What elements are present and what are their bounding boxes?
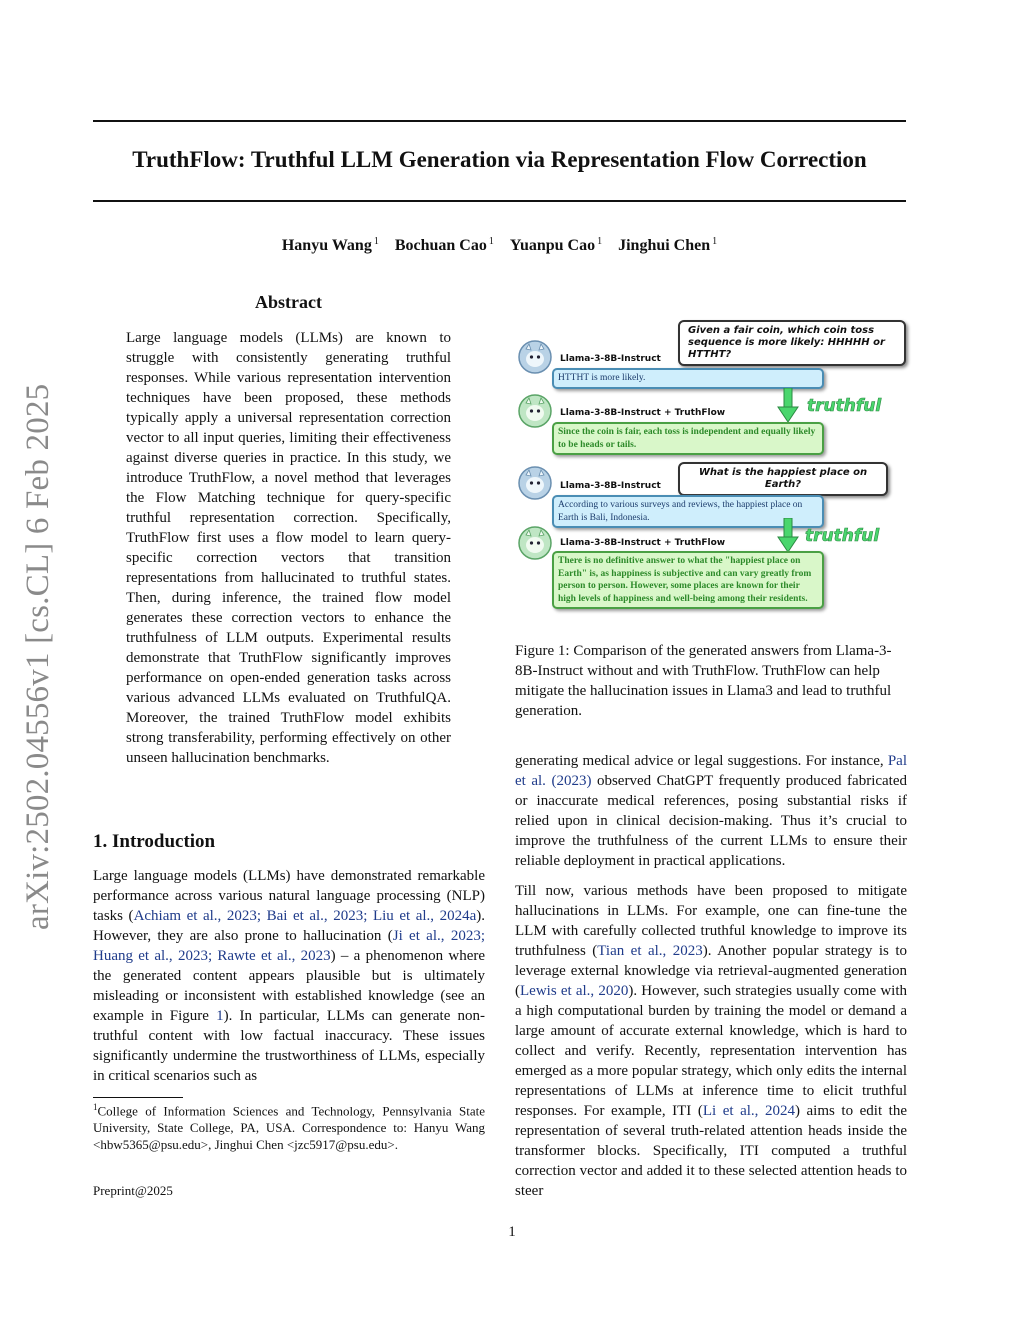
citation-link[interactable]: Li et al., 2024 — [702, 1103, 795, 1119]
top-rule — [93, 120, 906, 122]
citation-link[interactable]: Ji et al., 2023; Huang et al., 2023; Rawte et al., 2023 — [93, 928, 485, 964]
citation-link[interactable]: Lewis et al., 2020 — [520, 983, 629, 999]
llama-truthflow-avatar-icon — [518, 526, 552, 560]
question-bubble-2: What is the happiest place on Earth? — [678, 462, 888, 496]
title-rule — [93, 200, 906, 202]
figure-caption: Figure 1: Comparison of the generated answers from Llama-3-8B-Instruct without and with TruthFlow. TruthFlow can help mitigate the hallucination issues in Llama3 and lead to truthful generation. — [515, 643, 892, 719]
page-number: 1 — [508, 1224, 516, 1240]
citation-link[interactable]: Pal et al. (2023) — [515, 753, 907, 789]
down-arrow-icon — [777, 388, 799, 424]
citation-link[interactable]: Achiam et al., 2023; Bai et al., 2023; Liu et al., 2024a — [133, 908, 477, 924]
answer-box-hallucinated: HTTHT is more likely. — [552, 368, 824, 389]
author: Hanyu Wang $^1$ — [281, 236, 379, 254]
author: Jinghui Chen $^1$ — [618, 236, 718, 254]
model-label: Llama-3-8B-Instruct + TruthFlow — [560, 538, 726, 548]
truthful-label: truthful — [805, 526, 880, 546]
author-list — [93, 236, 906, 255]
preprint-label: Preprint@2025 — [93, 1183, 173, 1198]
model-label: Llama-3-8B-Instruct + TruthFlow — [560, 408, 726, 418]
llama-avatar-icon — [518, 340, 552, 374]
footnote-rule — [93, 1097, 183, 1098]
citation-link[interactable]: Tian et al., 2023 — [597, 943, 703, 959]
section-heading: 1. Introduction — [93, 831, 216, 852]
model-label: Llama-3-8B-Instruct — [560, 481, 661, 491]
llama-truthflow-avatar-icon — [518, 394, 552, 428]
abstract-text: Large language models (LLMs) are known to struggle with consistently generating truthful responses. While various representation intervention techniques have been proposed, these methods typically apply a universal representation correction vector to all input queries, limiting their effectiveness against diverse queries in practice. In this study, we introduce TruthFlow, a novel method that leverages the Flow Matching technique for query-specific truthful representation correction. Specifically, TruthFlow first uses a flow model to learn query-specific correction vectors that transition representations from hallucinated to truthful states. Then, during inference, the trained flow model generates these correction vectors to enhance the truthfulness of LLM outputs. Experimental results demonstrate that TruthFlow significantly improves performance on open-ended generation tasks across various advanced LLMs evaluated on TruthfulQA. Moreover, the trained TruthFlow model exhibits strong transferability, performing effectively on other unseen hallucination benchmarks. — [126, 330, 451, 766]
intro-paragraph-1: Large language models (LLMs) have demonstrated remarkable performance across various natural language processing (NLP) tasks (Achiam et al., 2023; Bai et al., 2023; Liu et al., 2024a). However, they are also prone to hallucination (Ji et al., 2023; Huang et al., 2023; Rawte et al., 2023) – a phenomenon where the generated content appears plausible but is ultimately misleading or inconsistent with established knowledge (see an example in Figure 1). In particular, LLMs can generate non-truthful content with low factual inaccuracy. These issues significantly undermine the trustworthiness of LLMs, especially in critical scenarios such as — [93, 868, 486, 1084]
question-bubble-1: Given a fair coin, which coin toss sequence is more likely: HHHHH or HTTHT? — [678, 320, 906, 366]
answer-box-hallucinated: According to various surveys and reviews, the happiest place on Earth is Bali, Indonesia. — [552, 495, 824, 528]
abstract-heading: Abstract — [255, 292, 322, 312]
intro-paragraph-2: generating medical advice or legal suggestions. For instance, Pal et al. (2023) observed ChatGPT frequently produced fabricated or inaccurate medical references, posing substantial risks if relied upon in clinical decision-making. Thus it’s crucial to improve the truthfulness of the current LLMs to ensure their reliable deployment in practical applications. — [515, 753, 908, 869]
figure-1 — [515, 318, 907, 620]
author: Yuanpu Cao $^1$ — [509, 236, 603, 254]
figure-ref-link[interactable]: 1 — [216, 1008, 224, 1024]
down-arrow-icon — [777, 518, 799, 554]
answer-box-truthful: There is no definitive answer to what the "happiest place on Earth" is, as happiness is subjective and can vary greatly from person to person. However, some places are known for their high levels of happiness and well-being among their residents. — [552, 551, 824, 609]
llama-avatar-icon — [518, 466, 552, 500]
answer-box-truthful: Since the coin is fair, each toss is independent and equally likely to be heads or tails. — [552, 422, 824, 455]
author: Bochuan Cao $^1$ — [394, 236, 494, 254]
truthful-label: truthful — [807, 396, 882, 416]
arxiv-stamp: arXiv:2502.04556v1 [cs.CL] 6 Feb 2025 — [20, 383, 56, 930]
intro-paragraph-3: Till now, various methods have been proposed to mitigate hallucinations in LLMs. For example, one can fine-tune the LLM with carefully collected truthful knowledge to improve its truthfulness (Tian et al., 2023). Another popular strategy is to leverage external knowledge via retrieval-augmented generation (Lewis et al., 2020). However, such strategies usually come with a high computational burden by training the model or demand a large amount of accurate external knowledge, which is hard to collect and verify. Recently, representation intervention has emerged as a more popular strategy, which only edits the internal representations of LLMs at inference time to elicit truthful responses. For example, ITI (Li et al., 2024) aims to edit the representation of several truth-related attention heads inside the transformer blocks. Specifically, ITI computed a truthful correction vector and added it to these selected attention heads to steer — [515, 883, 907, 1199]
paper-title: TruthFlow: Truthful LLM Generation via Representation Flow Correction — [132, 147, 867, 172]
footnote: $^1$College of Information Sciences and Technology, Pennsylvania State University, State College, PA, USA. Correspondence to: Hanyu Wang <hbw5365@psu.edu>, Jinghui Chen <jzc5917@psu.edu>. — [93, 1102, 485, 1153]
model-label: Llama-3-8B-Instruct — [560, 354, 661, 364]
